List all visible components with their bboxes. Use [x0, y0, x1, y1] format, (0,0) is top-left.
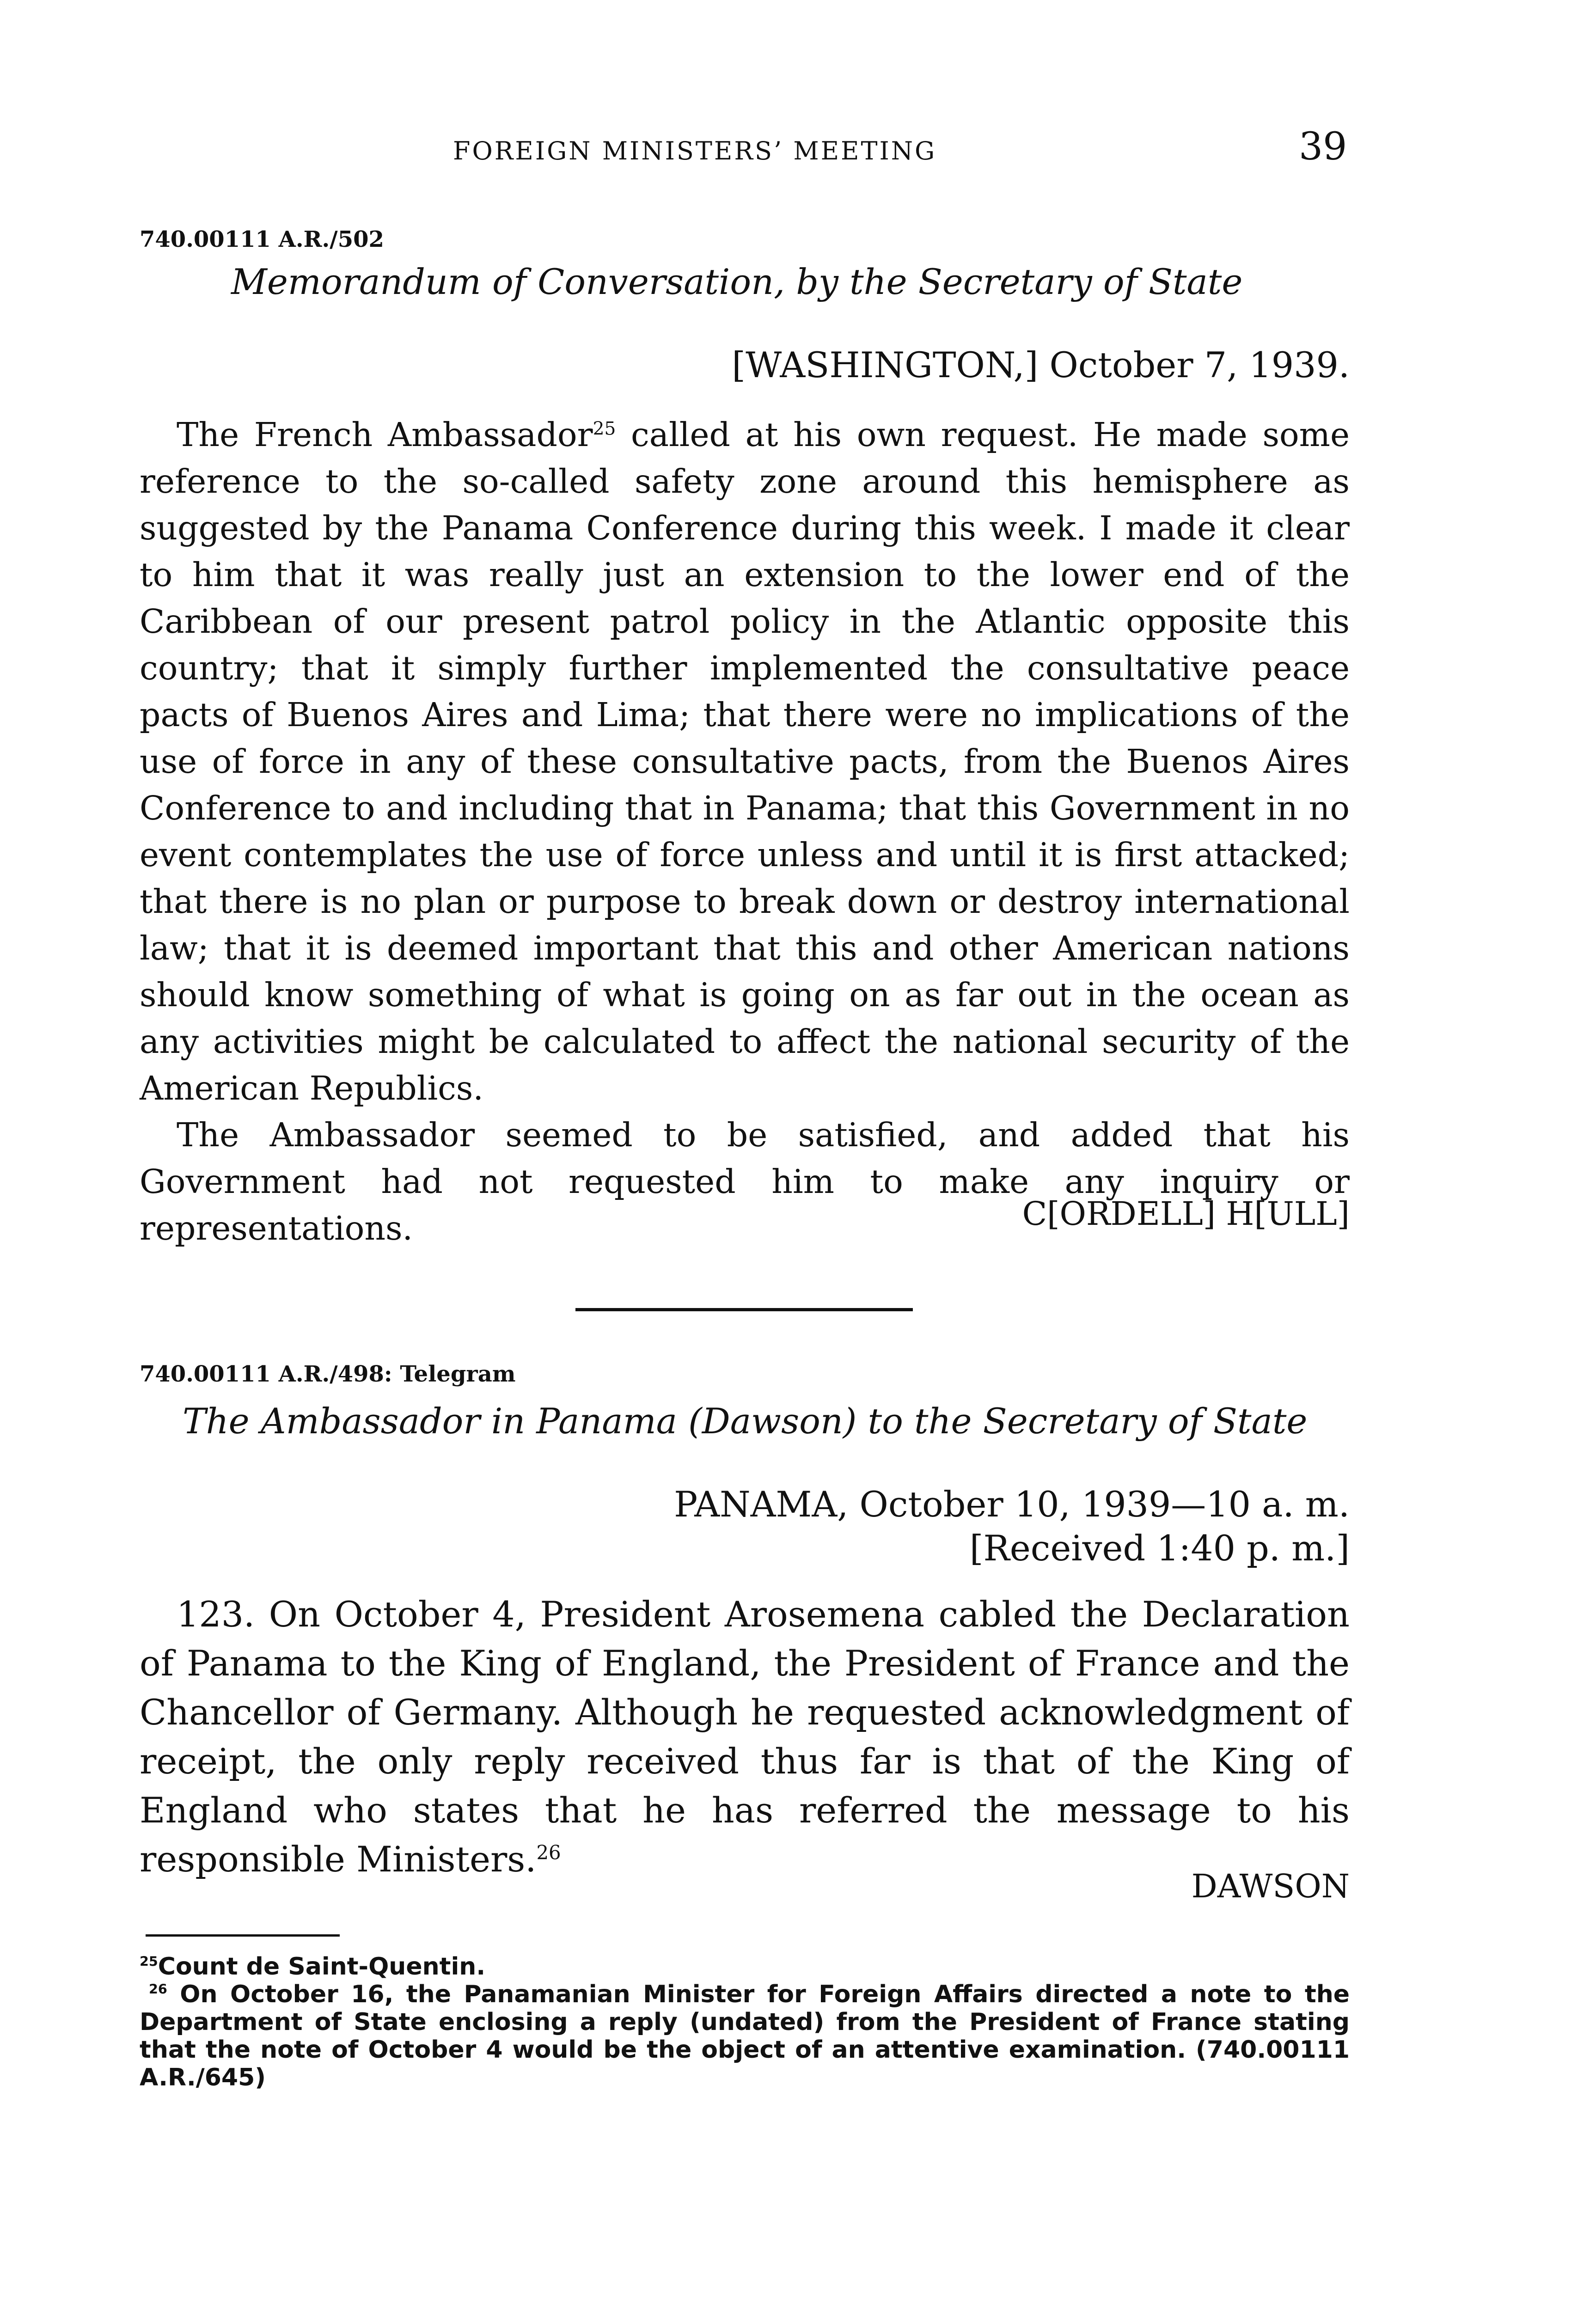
document-title-1: Memorandum of Conversation, by the Secretary of State: [231, 261, 1243, 302]
footnote-26: [140, 1981, 1350, 2091]
document-title-2: The Ambassador in Panama (Dawson) to the Secretary of State: [183, 1400, 1308, 1442]
footnote-mark: 25: [140, 1953, 158, 1969]
footnote-reference: 25: [593, 418, 616, 440]
paragraph-text: 123. On October 4, President Arosemena cabled the Declaration of Panama to the King of England, the President of France and the Chancellor of Germany. Although he requested acknowledgment of receipt, the only reply received thus far is that of the King of England who states that he has referred the message to his responsible Ministers.: [140, 1594, 1350, 1880]
section-divider: [575, 1308, 913, 1311]
dateline-2: PANAMA, October 10, 1939—10 a. m.: [674, 1484, 1350, 1525]
signature-1: C[ORDELL] H[ULL]: [1022, 1195, 1350, 1233]
paragraph: [140, 411, 1350, 1112]
paragraph: The Ambassador seemed to be satisfied, and added that his Government had not requested him to make any inquiry or representations.: [140, 1116, 1350, 1247]
paragraph-start: The French Ambassador: [177, 416, 593, 454]
signature-2: DAWSON: [1191, 1867, 1350, 1905]
paragraph-text: called at his own request. He made some reference to the so-called safety zone around this hemisphere as suggested by the Panama Conference during this week. I made it clear to him that it was really just an extension to the lower end of the Caribbean of our present patrol policy in the Atlantic opposite this country; that it simply further implemented the consultative peace pacts of Buenos Aires and Lima; that there were no implications of the use of force in any of these consultative pacts, from the Buenos Aires Conference to and including that in Panama; that this Government in no event contemplates the use of force unless and until it is first attacked; that there is no plan or purpose to break down or destroy international law; that it is deemed important that this and other American nations should know something of what is going on as far out in the ocean as any activities might be calculated to affect the national security of the American Republics.: [140, 416, 1350, 1107]
footnote-text: Count de Saint-Quentin.: [158, 1953, 486, 1981]
file-reference-1: 740.00111 A.R./502: [140, 226, 384, 252]
memorandum-body: [140, 411, 1350, 1252]
footnote-25: [140, 1953, 1350, 1981]
footnote-text: On October 16, the Panamanian Minister for Foreign Affairs directed a note to the Department of State enclosing a reply (undated) from the President of France stating that the note of October 4 would be the object of an attentive examination. (740.00111 A.R./645): [140, 1981, 1350, 2091]
footnotes: [140, 1953, 1350, 2091]
dateline-1: [WASHINGTON,] October 7, 1939.: [732, 344, 1350, 385]
footnote-rule: [146, 1934, 340, 1937]
paragraph: [140, 1590, 1350, 1884]
running-head: FOREIGN MINISTERS’ MEETING: [453, 136, 937, 165]
file-reference-2: 740.00111 A.R./498: Telegram: [140, 1361, 516, 1387]
footnote-reference: 26: [536, 1841, 561, 1864]
received-time: [Received 1:40 p. m.]: [969, 1528, 1350, 1569]
footnote-mark: 26: [149, 1981, 167, 1997]
page-number: 39: [1299, 125, 1347, 169]
telegram-body: [140, 1590, 1350, 1884]
